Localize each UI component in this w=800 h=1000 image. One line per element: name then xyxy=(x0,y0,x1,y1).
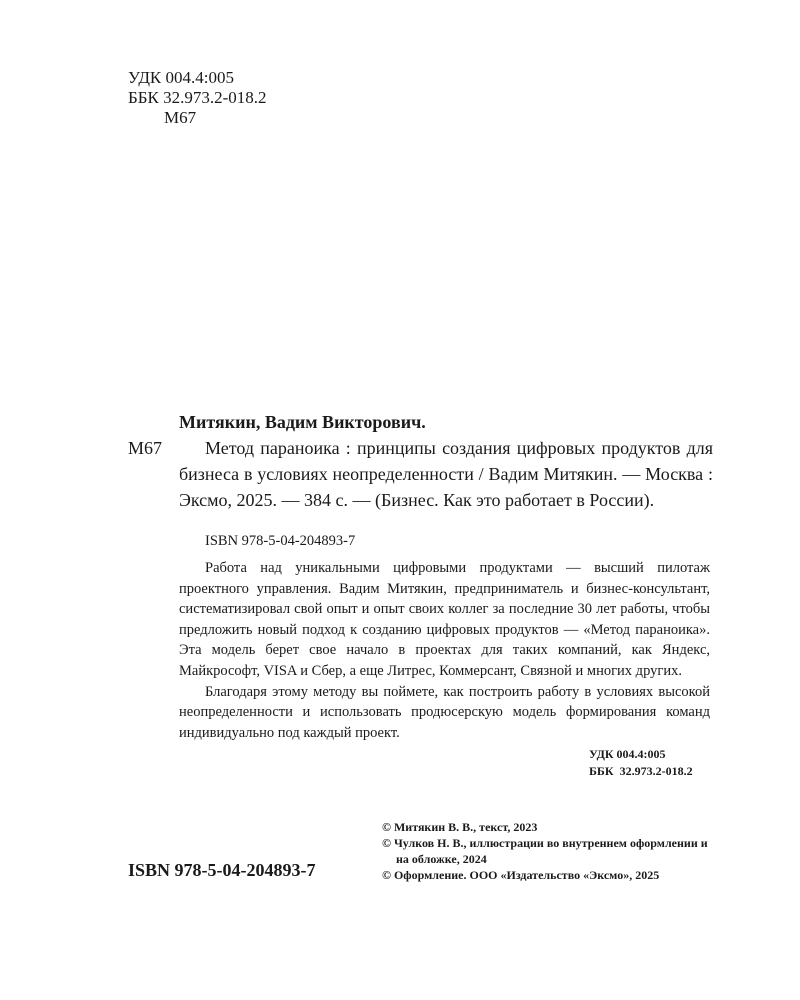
top-classification-codes xyxy=(128,68,267,128)
isbn-large: ISBN 978-5-04-204893-7 xyxy=(128,860,316,880)
catalog-author-mark: М67 xyxy=(128,438,163,458)
copyright-text: © Митякин В. В., текст, 2023 xyxy=(382,820,538,834)
copyright-block xyxy=(382,819,722,883)
bottom-classification-codes xyxy=(589,746,693,780)
bibliographic-description: Метод параноика : принципы создания цифровых продуктов для бизнеса в условиях неопределенности / Вадим Митякин. — Москва : Эксмо, 2025. — 384 с. — (Бизнес. Как это работает в России). xyxy=(179,438,713,510)
copyright-design: © Оформление. ООО «Издательство «Эксмо», 2025 xyxy=(382,868,660,882)
author-heading: Митякин, Вадим Викторович. xyxy=(179,412,426,432)
annotation xyxy=(179,558,710,743)
catalog-isbn: ISBN 978-5-04-204893-7 xyxy=(205,533,356,549)
copyright-illustrations: © Чулков Н. В., иллюстрации во внутреннем оформлении и на обложке, 2024 xyxy=(382,836,708,866)
bbk-code: ББК 32.973.2-018.2 xyxy=(128,88,267,107)
bbk-code-small: ББК 32.973.2-018.2 xyxy=(589,764,693,778)
annotation-paragraph-1: Работа над уникальными цифровыми продуктами — высший пилотаж проектного управления. Вадим Митякин, предприниматель и бизнес-консультант, систематизировал свой опыт и опыт своих коллег за последние 30 лет работы, чтобы предложить новый подход к созданию цифровых продуктов — «Метод параноика». Эта модель берет свое начало в проектах для таких компаний, как Яндекс, Майкрософт, VISA и Сбер, а еще Литрес, Коммерсант, Связной и многих других. xyxy=(179,560,710,679)
udk-code: УДК 004.4:005 xyxy=(128,68,234,87)
author-mark: М67 xyxy=(164,108,197,127)
annotation-paragraph-2: Благодаря этому методу вы поймете, как построить работу в условиях высокой неопределенности и использовать продюсерскую модель формирования команд индивидуально под каждый проект. xyxy=(179,683,710,741)
udk-code-small: УДК 004.4:005 xyxy=(589,747,666,761)
